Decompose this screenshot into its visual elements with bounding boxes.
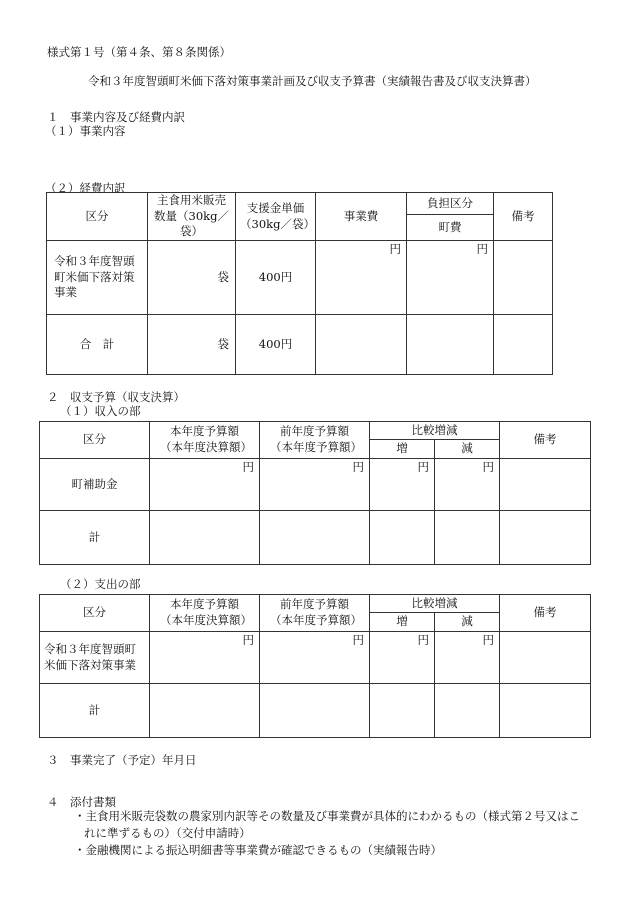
expense-row-total: 計 (40, 684, 150, 738)
expense-this-year-yen: 円 (150, 632, 260, 684)
expense-row-project: 令和３年度智頭町米価下落対策事業 (40, 632, 150, 684)
expense-col-increase: 増 (370, 613, 435, 632)
expense-breakdown-table (46, 192, 553, 375)
income-this-year-yen: 円 (150, 459, 260, 511)
expense-col-notes: 備考 (500, 595, 591, 632)
income-row-subsidy: 町補助金 (40, 459, 150, 511)
col-town-expense: 町費 (407, 215, 494, 241)
income-col-this-year: 本年度予算額（本年度決算額） (150, 422, 260, 459)
col-cost: 事業費 (316, 193, 407, 241)
expense-total-decrease (435, 684, 500, 738)
income-col-notes: 備考 (500, 422, 591, 459)
section1-heading: １ 事業内容及び経費内訳 (47, 110, 185, 124)
income-total-prev-year (260, 511, 370, 565)
expense-row1-notes (500, 632, 591, 684)
section4-heading: ４ 添付書類 (47, 795, 116, 809)
expense-total-notes (500, 684, 591, 738)
document-title: 令和３年度智頭町米価下落対策事業計画及び収支予算書（実績報告書及び収支決算書） (88, 74, 537, 88)
expense-total-increase (370, 684, 435, 738)
expense-increase-yen: 円 (370, 632, 435, 684)
expense-table (39, 594, 591, 738)
income-table (39, 421, 591, 565)
row1-notes (494, 241, 553, 315)
income-total-decrease (435, 511, 500, 565)
income-heading: （１）収入の部 (60, 404, 141, 418)
income-row1-notes (500, 459, 591, 511)
expense-col-prev-year: 前年度予算額（本年度予算額） (260, 595, 370, 632)
income-total-increase (370, 511, 435, 565)
expense-total-this-year (150, 684, 260, 738)
income-col-prev-year: 前年度予算額（本年度予算額） (260, 422, 370, 459)
section3-heading: ３ 事業完了（予定）年月日 (47, 753, 197, 767)
row2-price: 400円 (236, 315, 316, 375)
income-row-total: 計 (40, 511, 150, 565)
expense-prev-year-yen: 円 (260, 632, 370, 684)
expense-col-category: 区分 (40, 595, 150, 632)
income-decrease-yen: 円 (435, 459, 500, 511)
section1-sub2-heading: （２）経費内訳 (45, 181, 126, 195)
income-prev-year-yen: 円 (260, 459, 370, 511)
row1-cost-yen: 円 (316, 241, 407, 315)
row1-price: 400円 (236, 241, 316, 315)
income-total-notes (500, 511, 591, 565)
col-notes: 備考 (494, 193, 553, 241)
expense-total-prev-year (260, 684, 370, 738)
income-increase-yen: 円 (370, 459, 435, 511)
income-total-this-year (150, 511, 260, 565)
row2-unit: 袋 (148, 315, 236, 375)
expense-col-this-year: 本年度予算額（本年度決算額） (150, 595, 260, 632)
row2-label: 合 計 (47, 315, 148, 375)
income-col-category: 区分 (40, 422, 150, 459)
col-burden: 負担区分 (407, 193, 494, 215)
form-number: 様式第１号（第４条、第８条関係） (47, 45, 231, 59)
income-col-increase: 増 (370, 440, 435, 459)
col-category: 区分 (47, 193, 148, 241)
income-col-decrease: 減 (435, 440, 500, 459)
section2-heading: ２ 収支予算（収支決算） (47, 390, 185, 404)
row1-unit: 袋 (148, 241, 236, 315)
income-col-compare: 比較増減 (370, 422, 500, 440)
expense-col-decrease: 減 (435, 613, 500, 632)
attachment-item-2: ・金融機関による振込明細書等事業費が確認できるもの（実績報告時） (74, 843, 442, 857)
row2-town (407, 315, 494, 375)
row2-notes (494, 315, 553, 375)
attachment-item-1-line1: ・主食用米販売袋数の農家別内訳等その数量及び事業費が具体的にわかるもの（様式第２号又はこ (74, 809, 580, 823)
expense-heading: （２）支出の部 (60, 577, 141, 591)
expense-decrease-yen: 円 (435, 632, 500, 684)
row2-cost (316, 315, 407, 375)
attachment-item-1-line2: れに準ずるもの）（交付申請時） (84, 826, 251, 840)
col-unit-price: 支援金単価（30kg／袋） (236, 193, 316, 241)
col-quantity: 主食用米販売数量（30kg／袋） (148, 193, 236, 241)
section1-sub1-heading: （１）事業内容 (45, 124, 126, 138)
expense-col-compare: 比較増減 (370, 595, 500, 613)
row1-town-yen: 円 (407, 241, 494, 315)
row1-label: 令和３年度智頭町米価下落対策事業 (47, 241, 148, 315)
